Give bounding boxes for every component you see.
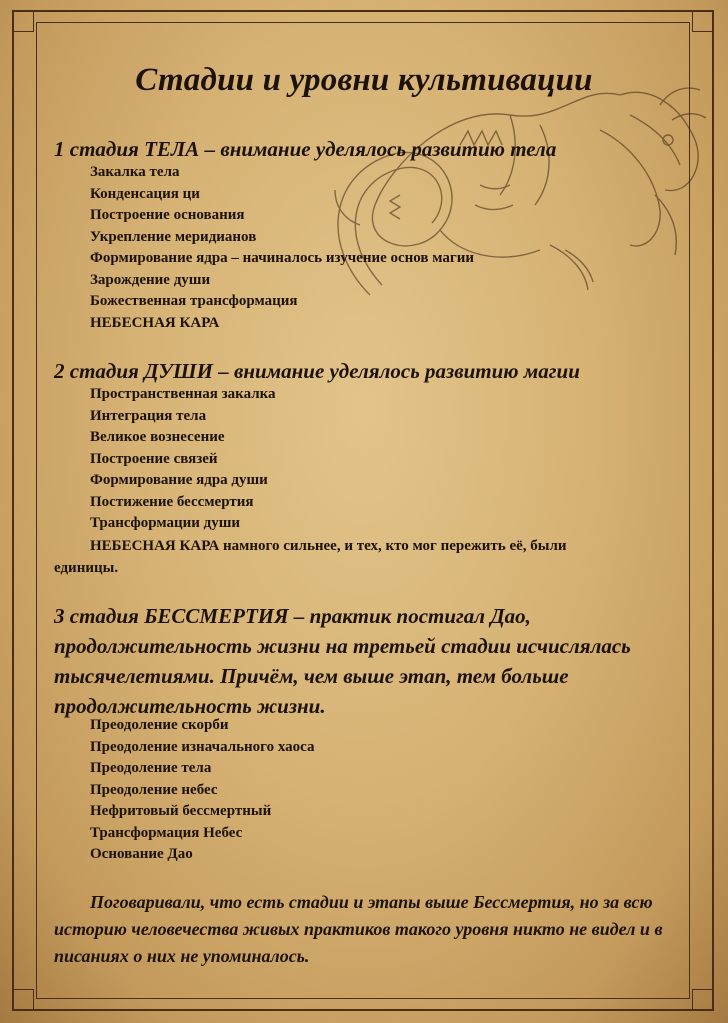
closing-paragraph: Поговаривали, что есть стадии и этапы выше Бессмертия, но за всю историю человечества живых практиков такого уровня никто не видел и в писаниях о них не упоминалось.: [54, 892, 663, 966]
list-item: Закалка тела: [90, 164, 180, 180]
list-item: Построение основания: [90, 207, 245, 223]
list-item: НЕБЕСНАЯ КАРА: [90, 314, 220, 331]
stage-2-note: НЕБЕСНАЯ КАРА намного сильнее, и тех, кто мог пережить её, были единицы.: [54, 538, 567, 576]
list-item: Нефритовый бессмертный: [90, 803, 272, 819]
list-item: Основание Дао: [90, 846, 193, 862]
list-item: Укрепление меридианов: [90, 228, 257, 245]
list-item: Пространственная закалка: [90, 386, 276, 402]
list-item: Великое вознесение: [90, 429, 225, 445]
list-item: Построение связей: [90, 450, 218, 467]
page-title: Стадии и уровни культивации: [135, 62, 593, 98]
list-item: Постижение бессмертия: [90, 493, 254, 510]
list-item: Преодоление тела: [90, 760, 212, 776]
list-item: Конденсация ци: [90, 185, 200, 202]
list-item: Трансформация Небес: [90, 824, 243, 841]
list-item: Преодоление скорби: [90, 717, 229, 733]
list-item: Зарождение души: [90, 271, 211, 288]
list-item: Божественная трансформация: [90, 293, 298, 309]
list-item: Преодоление небес: [90, 781, 218, 798]
list-item: Формирование ядра – начиналось изучение основ магии: [90, 250, 474, 266]
stage-3-levels: [54, 715, 654, 866]
stage-3-heading: 3 стадия БЕССМЕРТИЯ – практик постигал Дао, продолжительность жизни на третьей стадии исчислялась тысячелетиями. Причём, чем выше этап, тем больше продолжительность жизни.: [54, 604, 631, 718]
stage-1-heading: 1 стадия ТЕЛА – внимание уделялось развитию тела: [54, 137, 557, 161]
stage-2-levels: [54, 384, 654, 535]
list-item: Интеграция тела: [90, 407, 207, 424]
stage-1-levels: [54, 162, 654, 334]
stage-2-heading: 2 стадия ДУШИ – внимание уделялось развитию магии: [54, 359, 580, 383]
list-item: Трансформации души: [90, 515, 241, 531]
list-item: Формирование ядра души: [90, 472, 268, 488]
list-item: Преодоление изначального хаоса: [90, 738, 315, 755]
